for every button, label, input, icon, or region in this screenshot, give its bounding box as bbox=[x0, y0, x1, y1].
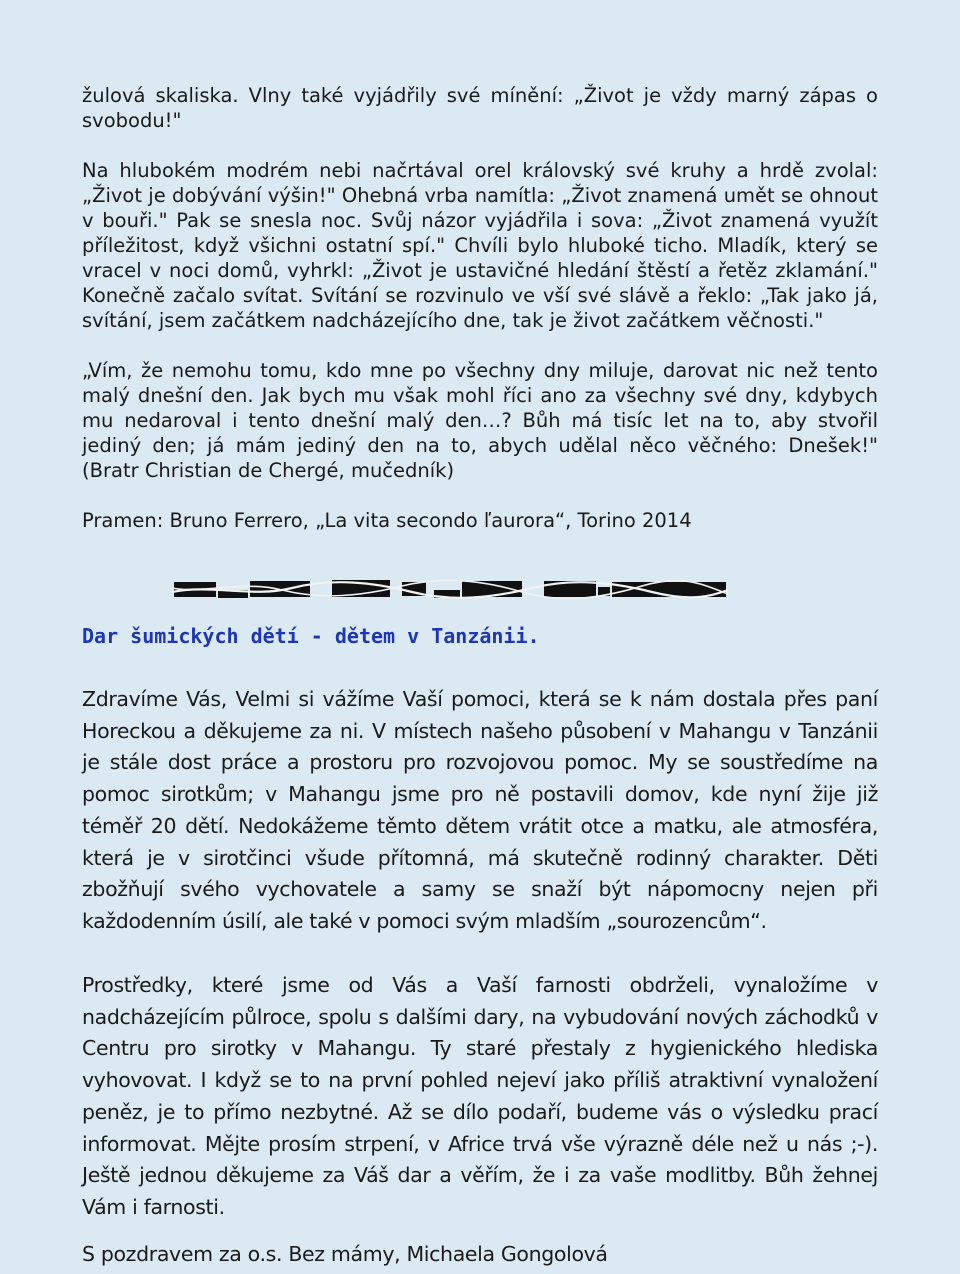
night-paragraph: Na hlubokém modrém nebi načrtával orel královský své kruhy a hrdě zvolal: „Život je dobývání výšin!" Ohebná vrba namítla: „Život znamená umět se ohnout v bouři." Pak se snesla noc. Svůj názor vyjádřila i sova: „Život znamená využít příležitost, když všichni ostatní spí." Chvíli bylo hluboké ticho. Mladík, který se vracel v noci domů, vyhrkl: „Život je ustavičné hledání štěstí a řetěz zklamání." Konečně začalo svítat. Svítání se rozvinulo ve vší své slávě a řeklo: „Tak jako já, svítání, jsem začátkem nadcházejícího dne, tak je život začátkem věčnosti." bbox=[82, 159, 878, 332]
decorative-divider bbox=[172, 578, 728, 600]
letter-paragraph-2-block bbox=[82, 970, 878, 1224]
letter-paragraph-2: Prostředky, které jsme od Vás a Vaší farnosti obdrželi, vynaložíme v nadcházejícím půlroce, spolu s dalšími dary, na vybudování nových záchodků v Centru pro sirotky v Mahangu. Ty staré přestaly z hygienického hlediska vyhovovat. I když se to na první pohled nejeví jako příliš atraktivní vynaložení peněz, je to přímo nezbytné. Až se dílo podaří, budeme vás o výsledku prací informovat. Mějte prosím strpení, v Africe trvá vše výrazně déle než u nás ;-). Ještě jednou děkujeme za Váš dar a věřím, že i za vaše modlitby. Bůh žehnej Vám i farnosti. bbox=[82, 973, 878, 1219]
quote-paragraph: „Vím, že nemohu tomu, kdo mne po všechny dny miluje, darovat nic než tento malý dnešní den. Jak bych mu však mohl říci ano za všechny své dny, kdybych mu nedaroval i tento dnešní malý den…? Bůh má tisíc let na to, aby stvořil jediný den; já mám jediný den na to, abych udělal něco věčného: Dnešek!" (Bratr Christian de Chergé, mučedník) bbox=[82, 359, 878, 482]
article-section bbox=[82, 83, 878, 533]
letter-paragraph-1-block bbox=[82, 684, 878, 938]
letter-heading bbox=[82, 622, 878, 650]
letter-heading-text: Dar šumických dětí - dětem v Tanzánii bbox=[82, 624, 528, 648]
letter-signature: S pozdravem za o.s. Bez mámy, Michaela Gongolová bbox=[82, 1242, 608, 1266]
source-paragraph: Pramen: Bruno Ferrero, „La vita secondo ľaurora“, Torino 2014 bbox=[82, 509, 692, 532]
letter-paragraph-1: Zdravíme Vás, Velmi si vážíme Vaší pomoci, která se k nám dostala přes paní Horeckou a děkujeme za ni. V místech našeho působení v Mahangu v Tanzánii je stále dost práce a prostoru pro rozvojovou pomoc. My se soustředíme na pomoc sirotkům; v Mahangu jsme pro ně postavili domov, kde nyní žije již téměř 20 dětí. Nedokážeme těmto dětem vrátit otce a matku, ale atmosféra, která je v sirotčinci všude přítomná, má skutečně rodinný charakter. Děti zbožňují svého vychovatele a samy se snaží být nápomocny nejen při každodenním úsilí, ale také v pomoci svým mladším „sourozencům“. bbox=[82, 687, 878, 933]
intro-paragraph: žulová skaliska. Vlny také vyjádřily své mínění: „Život je vždy marný zápas o svobodu!" bbox=[82, 84, 878, 132]
letter-heading-dot: . bbox=[527, 624, 540, 648]
